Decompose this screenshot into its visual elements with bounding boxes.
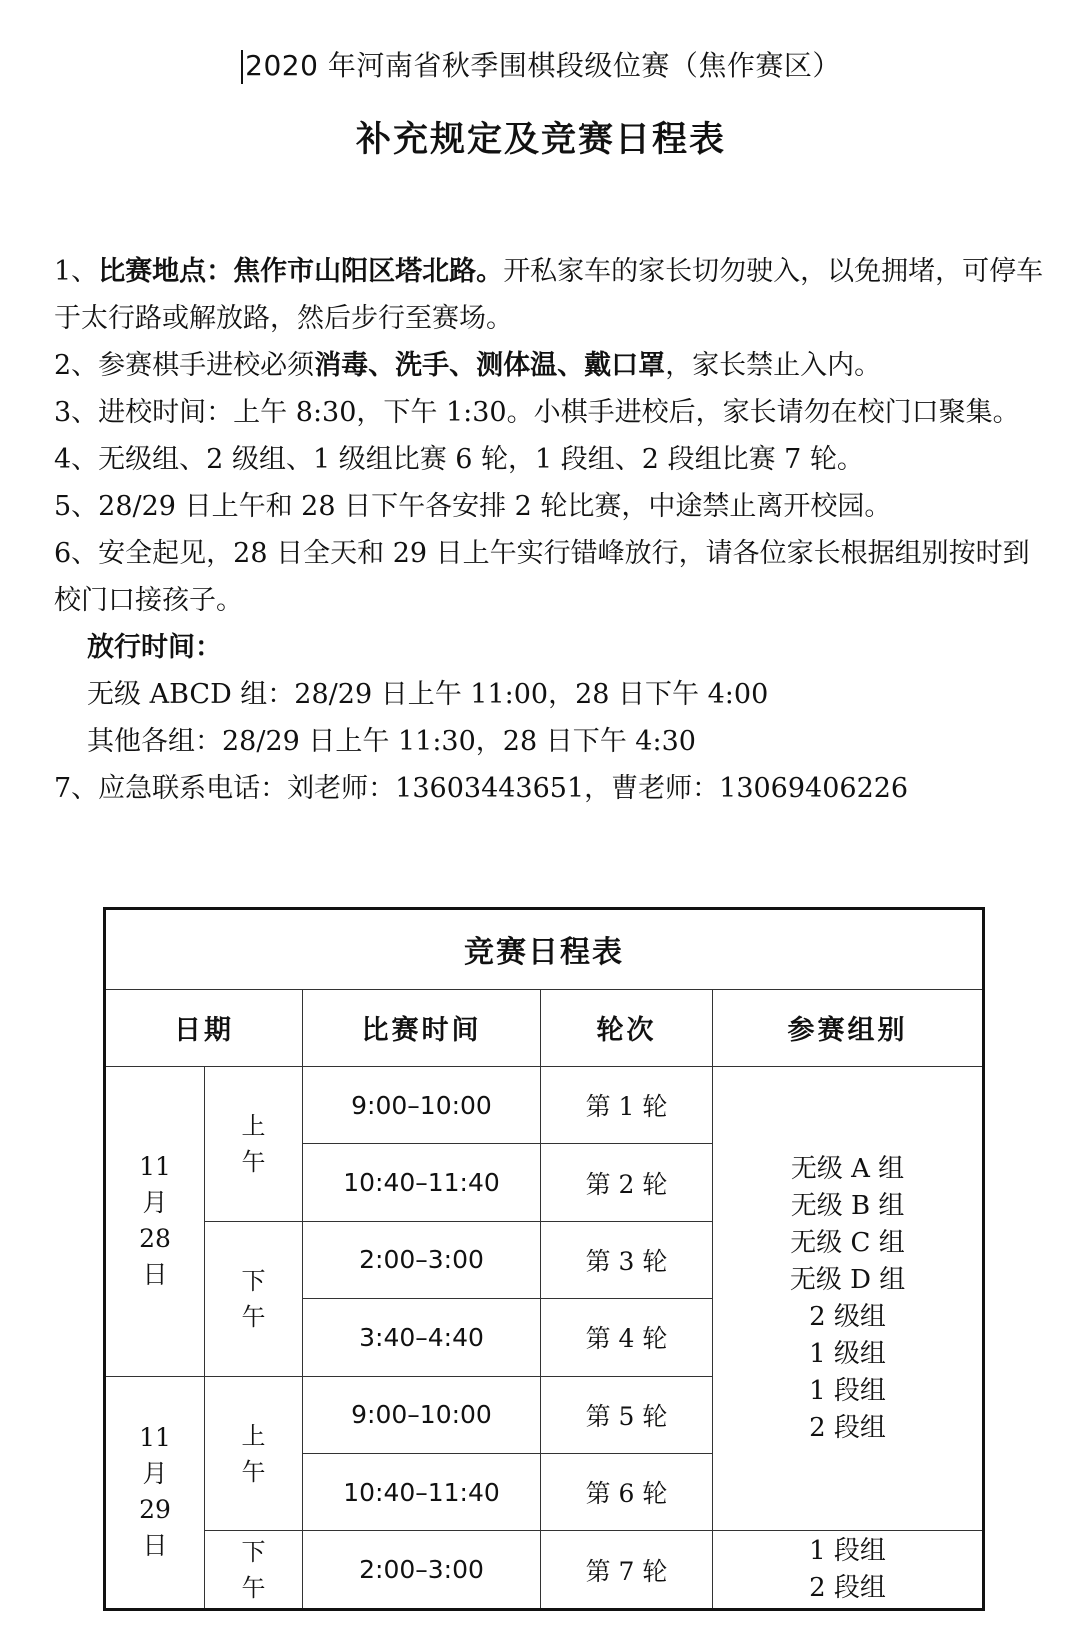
header-groups: 参赛组别	[713, 989, 984, 1066]
time-cell: 10:40–11:40	[303, 1454, 541, 1531]
rule-2-requirements: 消毒、洗手、测体温、戴口罩	[314, 350, 666, 381]
document-title: 补充规定及竞赛日程表	[355, 119, 726, 160]
round-cell: 第 3 轮	[541, 1221, 713, 1298]
rule-1-text: 开私家车的家长切勿驶入，以免拥堵，可停车于太行路或解放路，然后步行至赛场。	[54, 256, 1044, 334]
round-cell: 第 7 轮	[541, 1531, 713, 1610]
release-time-1: 无级 ABCD 组：28/29 日上午 11:00，28 日下午 4:00	[87, 679, 769, 710]
rule-4: 4、无级组、2 级组、1 级组比赛 6 轮，1 段组、2 段组比赛 7 轮。	[54, 444, 864, 475]
text-cursor	[241, 50, 243, 84]
schedule-table	[103, 907, 985, 1611]
time-cell: 10:40–11:40	[303, 1144, 541, 1221]
round-cell: 第 4 轮	[541, 1299, 713, 1376]
rule-1	[54, 248, 1044, 342]
round-cell: 第 6 轮	[541, 1454, 713, 1531]
time-cell: 9:00–10:00	[303, 1066, 541, 1143]
header-round: 轮次	[541, 989, 713, 1066]
period-pm-29: 下 午	[205, 1531, 303, 1610]
rule-6: 6、安全起见，28 日全天和 29 日上午实行错峰放行，请各位家长根据组别按时到校门口接孩子。	[54, 538, 1030, 616]
groups-main: 无级 A 组 无级 B 组 无级 C 组 无级 D 组 2 级组 1 级组 1 段组 2 段组	[713, 1066, 984, 1531]
rule-3: 3、进校时间：上午 8:30，下午 1:30。小棋手进校后，家长请勿在校门口聚集。	[54, 397, 1020, 428]
period-am-29: 上 午	[205, 1376, 303, 1531]
time-cell: 2:00–3:00	[303, 1531, 541, 1610]
header-date: 日期	[105, 989, 303, 1066]
round-cell: 第 5 轮	[541, 1376, 713, 1453]
time-cell: 9:00–10:00	[303, 1376, 541, 1453]
rule-1-prefix: 1、	[54, 256, 99, 287]
time-cell: 3:40–4:40	[303, 1299, 541, 1376]
rule-2-prefix: 2、参赛棋手进校必须	[54, 350, 315, 381]
date-nov-28: 11 月 28 日	[105, 1066, 205, 1376]
groups-last: 1 段组 2 段组	[713, 1531, 984, 1610]
rule-7: 7、应急联系电话：刘老师：13603443651，曹老师：13069406226	[54, 773, 909, 804]
rules-section	[54, 248, 1044, 812]
rule-2	[54, 342, 1044, 389]
event-title-text: 2020 年河南省秋季围棋段级位赛（焦作赛区）	[245, 49, 841, 82]
rule-2-suffix: ，家长禁止入内。	[665, 350, 882, 381]
release-time-2: 其他各组：28/29 日上午 11:30，28 日下午 4:30	[87, 726, 696, 757]
date-nov-29: 11 月 29 日	[105, 1376, 205, 1609]
event-title	[0, 44, 1082, 84]
release-heading: 放行时间：	[87, 632, 222, 663]
round-cell: 第 1 轮	[541, 1066, 713, 1143]
round-cell: 第 2 轮	[541, 1144, 713, 1221]
period-pm-28: 下 午	[205, 1221, 303, 1376]
rule-1-venue: 比赛地点：焦作市山阳区塔北路。	[98, 256, 504, 287]
time-cell: 2:00–3:00	[303, 1221, 541, 1298]
header-time: 比赛时间	[303, 989, 541, 1066]
rule-5: 5、28/29 日上午和 28 日下午各安排 2 轮比赛，中途禁止离开校园。	[54, 491, 892, 522]
schedule-caption: 竞赛日程表	[105, 909, 984, 990]
period-am-28: 上 午	[205, 1066, 303, 1221]
